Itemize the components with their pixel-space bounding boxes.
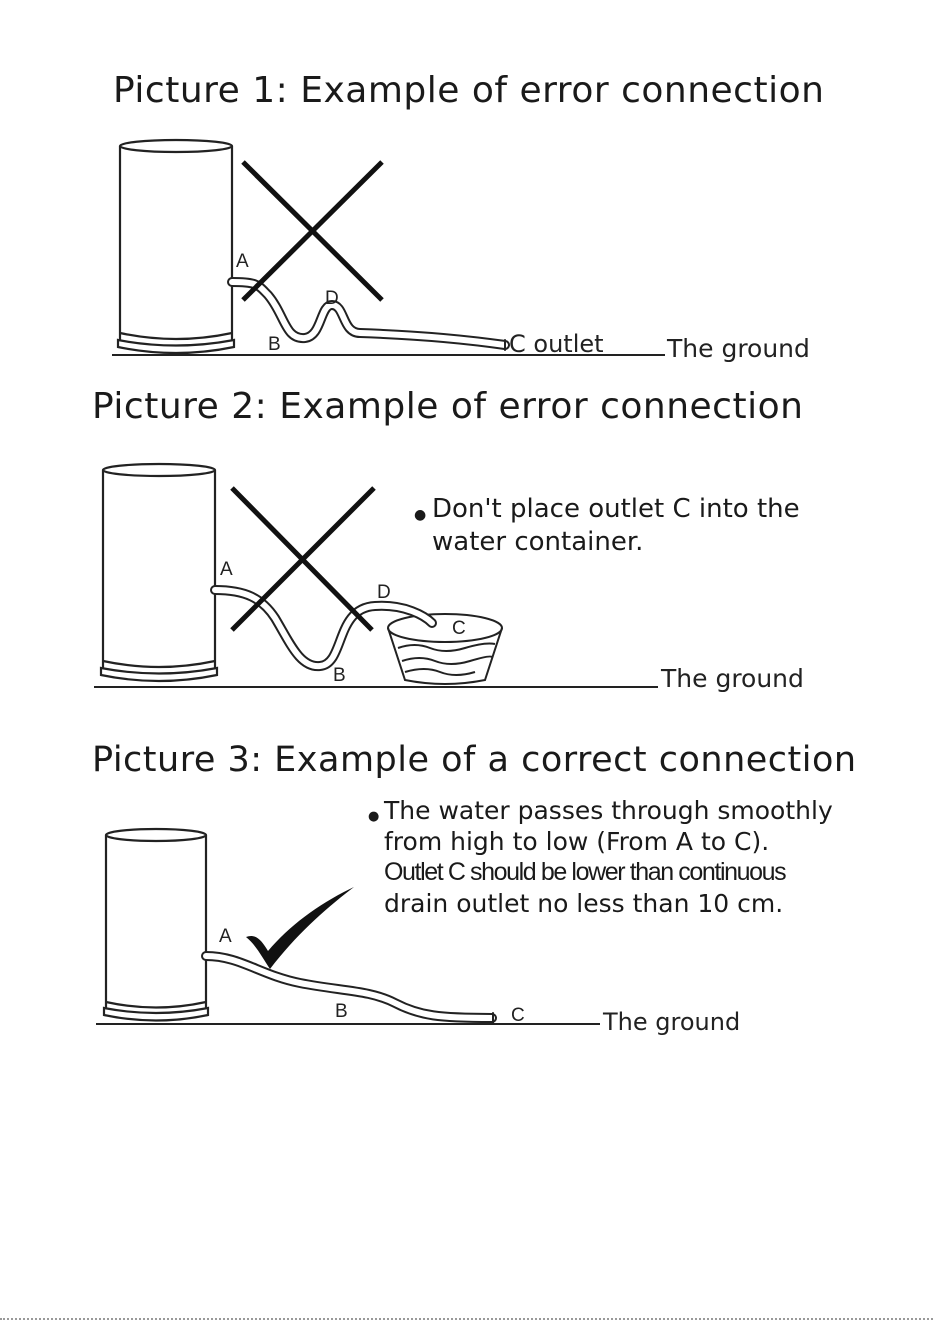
picture-1-title: Picture 1: Example of error connection [113, 70, 825, 111]
picture-3-diagram [0, 825, 933, 1035]
label-c: C [511, 1005, 525, 1026]
label-d: D [325, 288, 339, 309]
label-b: B [333, 665, 346, 686]
picture-3-title: Picture 3: Example of a correct connection [92, 740, 857, 780]
label-a: A [236, 251, 249, 272]
label-a: A [219, 926, 232, 947]
dehumidifier-unit [118, 140, 234, 353]
water-container [388, 614, 502, 684]
note-line-1: Don't place outlet C into the [432, 494, 800, 524]
label-c: C [452, 618, 466, 639]
dehumidifier-unit [104, 829, 208, 1021]
picture-2-note [414, 494, 800, 558]
note-line-2: water container. [432, 527, 644, 557]
note-line-3: Outlet C should be lower than continuous [384, 858, 786, 886]
label-ground: The ground [667, 334, 810, 363]
note-line-1: The water passes through smoothly [384, 796, 833, 825]
bullet-icon: ● [414, 507, 427, 523]
label-a: A [220, 559, 233, 580]
dehumidifier-unit [101, 464, 217, 681]
cross-mark-icon [232, 488, 374, 630]
label-d: D [377, 582, 391, 603]
drain-hose [215, 590, 432, 666]
cross-mark-icon [243, 162, 382, 300]
page-bottom-border [0, 1318, 933, 1320]
bullet-icon: ● [368, 809, 380, 824]
picture-1-diagram [0, 135, 933, 365]
note-line-4: drain outlet no less than 10 cm. [384, 889, 784, 918]
picture-2-title: Picture 2: Example of error connection [92, 386, 804, 427]
check-mark-icon [246, 887, 354, 969]
label-ground: The ground [661, 664, 804, 693]
label-b: B [335, 1001, 348, 1022]
label-c-outlet: C outlet [509, 330, 604, 358]
note-line-2: from high to low (From A to C). [384, 827, 770, 856]
drain-hose [206, 956, 493, 1023]
label-ground: The ground [603, 1008, 741, 1036]
label-b: B [268, 334, 281, 355]
